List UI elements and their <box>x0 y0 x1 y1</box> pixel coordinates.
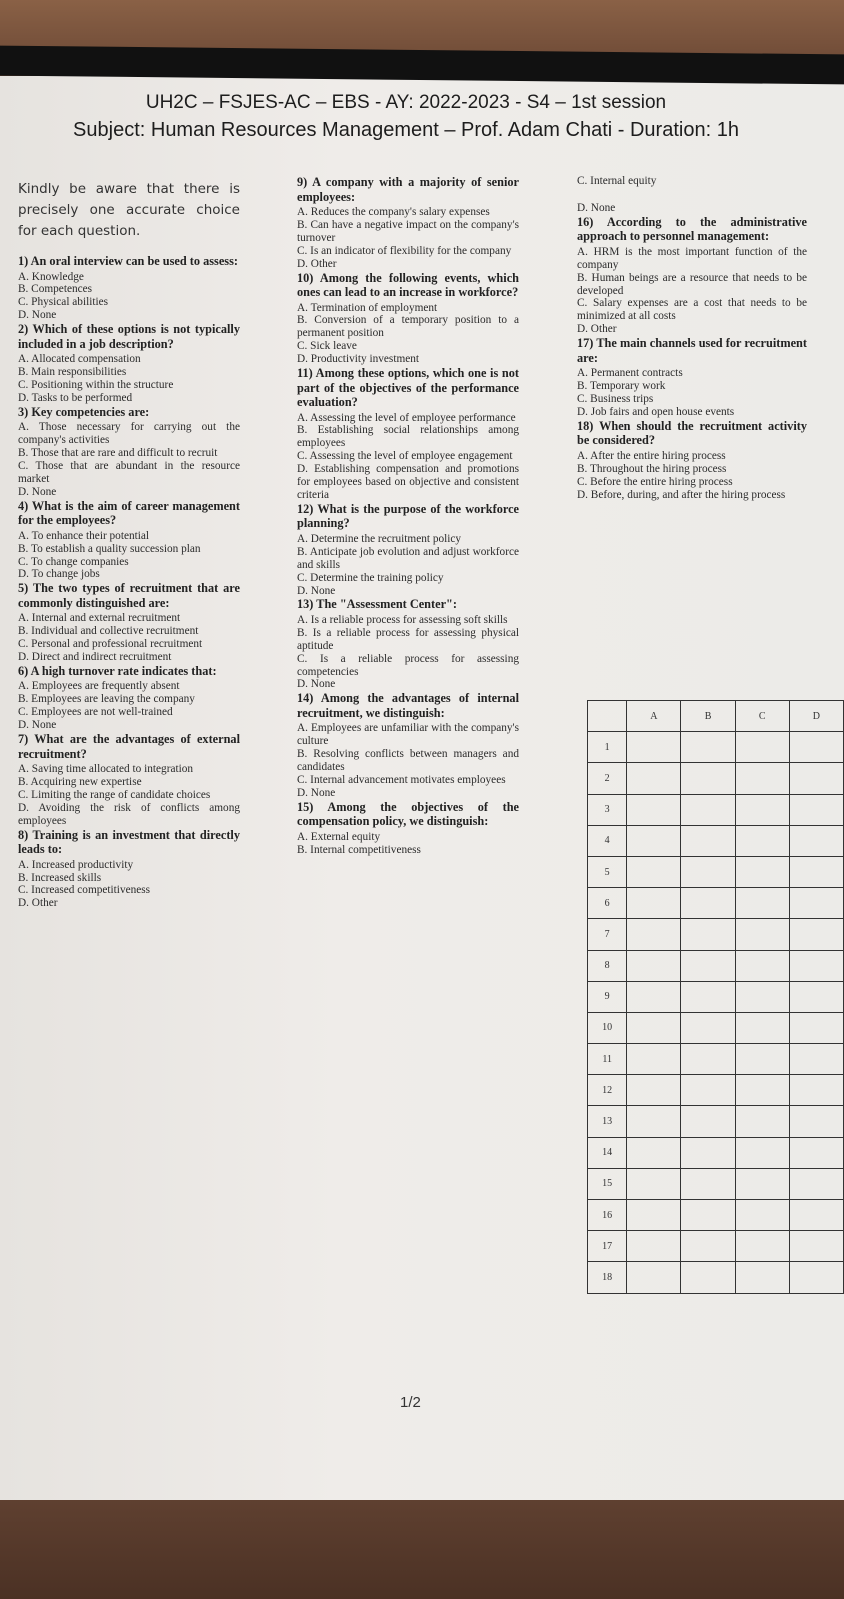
answer-cell[interactable] <box>627 1137 681 1168</box>
question-text: 9) A company with a majority of senior employees: <box>297 175 519 204</box>
answer-option: B. Can have a negative impact on the company's turnover <box>297 218 519 244</box>
answer-option: A. Saving time allocated to integration <box>18 763 194 776</box>
answer-option: C. Internal advancement motivates employees <box>297 774 506 786</box>
answer-cell[interactable] <box>627 1168 681 1199</box>
answer-cell[interactable] <box>735 1012 789 1043</box>
grid-column-header: C <box>735 701 789 732</box>
question-block <box>297 691 519 799</box>
answer-option: C. Before the entire hiring process <box>577 475 733 488</box>
answer-option: B. Main responsibilities <box>18 366 127 379</box>
grid-row-number: 9 <box>588 981 627 1012</box>
answer-cell[interactable] <box>789 1137 843 1168</box>
answer-option: D. None <box>297 678 336 691</box>
answer-cell[interactable] <box>735 1231 789 1262</box>
question-block <box>297 502 519 598</box>
answer-option: D. Job fairs and open house events <box>577 405 735 418</box>
exam-sheet <box>0 76 844 1500</box>
grid-row <box>588 1137 844 1168</box>
question-text: 16) According to the administrative approach to personnel management: <box>577 214 807 244</box>
answer-option: C. Those that are abundant in the resource market <box>18 459 240 485</box>
answer-cell[interactable] <box>789 763 843 794</box>
answer-cell[interactable] <box>789 1200 843 1231</box>
answer-option: C. Personal and professional recruitment <box>18 638 203 651</box>
answer-option: C. To change companies <box>18 555 129 568</box>
answer-cell[interactable] <box>735 856 789 887</box>
answer-option: A. Determine the recruitment policy <box>297 532 462 545</box>
answer-option: D. Productivity investment <box>297 353 420 366</box>
answer-cell[interactable] <box>627 763 681 794</box>
answer-option: D. None <box>297 584 336 597</box>
answer-cell[interactable] <box>681 1168 735 1199</box>
answer-cell[interactable] <box>681 794 735 825</box>
answer-option: B. Employees are leaving the company <box>18 693 195 706</box>
answer-option: A. Employees are unfamiliar with the company's culture <box>297 722 519 748</box>
answer-cell[interactable] <box>735 825 789 856</box>
question-block <box>577 215 807 336</box>
question-text: 3) Key competencies are: <box>18 404 150 419</box>
answer-cell[interactable] <box>735 1168 789 1199</box>
answer-option: C. Sick leave <box>297 340 357 353</box>
answer-option: B. Conversion of a temporary position to a permanent position <box>297 314 519 340</box>
exam-header-subject: Subject: Human Resources Management – Prof. Adam Chati - Duration: 1h <box>73 119 739 141</box>
instructions: Kindly be aware that there is precisely one accurate choice for each question. <box>18 181 240 239</box>
answer-option: C. Internal equity <box>577 175 657 187</box>
answer-option: C. Positioning within the structure <box>18 378 174 391</box>
grid-row-number: 4 <box>588 825 627 856</box>
question-text: 17) The main channels used for recruitment are: <box>577 336 807 365</box>
answer-cell[interactable] <box>735 950 789 981</box>
answer-cell[interactable] <box>627 1200 681 1231</box>
answer-option: C. Salary expenses are a cost that needs to be minimized at all costs <box>577 297 807 323</box>
question-text: 10) Among the following events, which ones can lead to an increase in workforce? <box>297 270 519 300</box>
answer-cell[interactable] <box>789 1262 843 1293</box>
answer-option: D. None <box>18 309 57 322</box>
question-block <box>18 732 240 828</box>
answer-cell[interactable] <box>627 1075 681 1106</box>
grid-row-number: 14 <box>588 1137 627 1168</box>
answer-cell[interactable] <box>681 1137 735 1168</box>
column-3 <box>577 175 807 501</box>
answer-option: B. Individual and collective recruitment <box>18 625 199 638</box>
grid-row <box>588 1044 844 1075</box>
answer-cell[interactable] <box>627 1044 681 1075</box>
answer-cell[interactable] <box>681 825 735 856</box>
grid-row <box>588 919 844 950</box>
grid-row <box>588 950 844 981</box>
answer-cell[interactable] <box>789 794 843 825</box>
answer-option: C. Limiting the range of candidate choices <box>18 788 211 801</box>
grid-row-number: 13 <box>588 1106 627 1137</box>
grid-row <box>588 1231 844 1262</box>
answer-option: D. Establishing compensation and promotions for employees based on objective and consistent criteria <box>297 463 519 501</box>
column-2 <box>297 175 519 857</box>
answer-cell[interactable] <box>627 1262 681 1293</box>
grid-column-header: A <box>627 701 681 732</box>
answer-cell[interactable] <box>681 1231 735 1262</box>
question-block <box>18 828 240 911</box>
answer-cell[interactable] <box>627 1231 681 1262</box>
answer-cell[interactable] <box>681 1106 735 1137</box>
answer-cell[interactable] <box>735 1137 789 1168</box>
answer-option: B. Establishing social relationships among employees <box>297 424 519 450</box>
photo-background-bottom <box>0 1500 844 1599</box>
grid-row-number: 17 <box>588 1231 627 1262</box>
answer-option: C. Is an indicator of flexibility for the company <box>297 244 512 257</box>
grid-row <box>588 1262 844 1293</box>
grid-row <box>588 1200 844 1231</box>
answer-option: B. Temporary work <box>577 380 666 393</box>
answer-cell[interactable] <box>681 732 735 763</box>
answer-cell[interactable] <box>681 950 735 981</box>
grid-row <box>588 763 844 794</box>
answer-option: B. Resolving conflicts between managers and candidates <box>297 748 519 774</box>
question-text: 12) What is the purpose of the workforce planning? <box>297 501 519 531</box>
question-text: 2) Which of these options is not typically included in a job description? <box>18 322 240 351</box>
answer-cell[interactable] <box>627 950 681 981</box>
answer-option: B. Human beings are a resource that needs to be developed <box>577 271 807 297</box>
answer-cell[interactable] <box>789 1231 843 1262</box>
answer-cell[interactable] <box>681 981 735 1012</box>
answer-option: C. Increased competitiveness <box>18 884 151 897</box>
column-spacer <box>577 188 807 202</box>
answer-cell[interactable] <box>789 950 843 981</box>
question-block <box>18 322 240 405</box>
answer-option: D. None <box>18 485 57 498</box>
answer-option: D. None <box>297 786 336 799</box>
answer-cell[interactable] <box>789 1168 843 1199</box>
answer-option: B. To establish a quality succession plan <box>18 542 201 555</box>
answer-option: D. Before, during, and after the hiring process <box>577 488 786 501</box>
answer-cell[interactable] <box>735 1044 789 1075</box>
question-text: 6) A high turnover rate indicates that: <box>18 663 217 678</box>
grid-row <box>588 1106 844 1137</box>
answer-cell[interactable] <box>789 1044 843 1075</box>
answer-option: B. Is a reliable process for assessing physical aptitude <box>297 626 519 652</box>
answer-option: D. None <box>18 719 57 732</box>
answer-option: C. Is a reliable process for assessing competencies <box>297 652 519 678</box>
answer-cell[interactable] <box>789 856 843 887</box>
answer-cell[interactable] <box>681 1262 735 1293</box>
grid-row <box>588 1075 844 1106</box>
grid-column-header: B <box>681 701 735 732</box>
question-text: 13) The "Assessment Center": <box>297 597 457 612</box>
question-block <box>18 499 240 582</box>
answer-cell[interactable] <box>627 888 681 919</box>
answer-option: A. Termination of employment <box>297 301 438 314</box>
answer-cell[interactable] <box>627 1012 681 1043</box>
question-text: 14) Among the advantages of internal recruitment, we distinguish: <box>297 691 519 720</box>
grid-row <box>588 888 844 919</box>
answer-option: C. Determine the training policy <box>297 571 444 584</box>
answer-option: A. External equity <box>297 830 381 843</box>
answer-option: A. HRM is the most important function of the company <box>577 245 807 271</box>
answer-cell[interactable] <box>735 1262 789 1293</box>
answer-cell[interactable] <box>789 825 843 856</box>
grid-corner <box>588 701 627 732</box>
question-block <box>297 800 519 857</box>
answer-cell[interactable] <box>681 856 735 887</box>
grid-row-number: 10 <box>588 1012 627 1043</box>
answer-cell[interactable] <box>681 1075 735 1106</box>
question-block <box>577 336 807 419</box>
grid-row-number: 8 <box>588 950 627 981</box>
answer-option: A. Internal and external recruitment <box>18 612 181 625</box>
answer-option: B. Competences <box>18 283 93 296</box>
question-block <box>18 405 240 499</box>
answer-cell[interactable] <box>735 1075 789 1106</box>
question-text: 18) When should the recruitment activity be considered? <box>577 418 807 448</box>
grid-row-number: 6 <box>588 888 627 919</box>
grid-row-number: 2 <box>588 763 627 794</box>
grid-row-number: 18 <box>588 1262 627 1293</box>
answer-cell[interactable] <box>681 1044 735 1075</box>
answer-option: C. Assessing the level of employee engagement <box>297 450 513 463</box>
answer-grid <box>587 700 844 1294</box>
answer-option: A. Permanent contracts <box>577 367 683 380</box>
answer-option: B. Increased skills <box>18 871 102 884</box>
answer-option: D. Other <box>18 897 58 910</box>
answer-option: B. Those that are rare and difficult to recruit <box>18 447 218 460</box>
answer-cell[interactable] <box>789 732 843 763</box>
answer-option: A. Allocated compensation <box>18 353 141 366</box>
answer-option: C. Physical abilities <box>18 296 109 309</box>
question-text: 11) Among these options, which one is not part of the objectives of the performance evaluation? <box>297 366 519 410</box>
answer-cell[interactable] <box>681 1200 735 1231</box>
grid-row-number: 3 <box>588 794 627 825</box>
page-number: 1/2 <box>400 1394 421 1411</box>
answer-option: D. Other <box>297 257 337 270</box>
grid-row <box>588 1168 844 1199</box>
answer-cell[interactable] <box>627 1106 681 1137</box>
answer-option: D. Avoiding the risk of conflicts among employees <box>18 801 240 827</box>
question-block <box>18 254 240 322</box>
grid-row <box>588 981 844 1012</box>
answer-option: D. Tasks to be performed <box>18 391 133 404</box>
answer-option: A. Increased productivity <box>18 858 134 871</box>
grid-row-number: 1 <box>588 732 627 763</box>
exam-header-line1: UH2C – FSJES-AC – EBS - AY: 2022-2023 - S4 – 1st session <box>145 92 667 113</box>
answer-cell[interactable] <box>735 763 789 794</box>
question-text: 8) Training is an investment that directly leads to: <box>18 827 240 857</box>
answer-option: B. Throughout the hiring process <box>577 462 727 475</box>
grid-row-number: 12 <box>588 1075 627 1106</box>
answer-option: D. None <box>577 201 616 214</box>
grid-row <box>588 825 844 856</box>
grid-row-number: 11 <box>588 1044 627 1075</box>
answer-cell[interactable] <box>735 981 789 1012</box>
answer-option: B. Internal competitiveness <box>297 843 421 856</box>
column-1 <box>18 179 240 910</box>
answer-cell[interactable] <box>735 732 789 763</box>
question-text: 15) Among the objectives of the compensation policy, we distinguish: <box>297 799 519 829</box>
answer-cell[interactable] <box>681 888 735 919</box>
answer-cell[interactable] <box>681 1012 735 1043</box>
answer-option: D. Direct and indirect recruitment <box>18 651 172 664</box>
answer-option: C. Business trips <box>577 392 654 405</box>
question-text: 1) An oral interview can be used to assess: <box>18 254 238 268</box>
grid-row-number: 15 <box>588 1168 627 1199</box>
grid-row-number: 5 <box>588 856 627 887</box>
answer-option: A. To enhance their potential <box>18 529 150 542</box>
answer-cell[interactable] <box>789 1075 843 1106</box>
question-block <box>297 175 519 271</box>
question-text: 4) What is the aim of career management for the employees? <box>18 498 240 528</box>
question-text: 7) What are the advantages of external recruitment? <box>18 732 240 761</box>
answer-cell[interactable] <box>789 981 843 1012</box>
grid-row-number: 16 <box>588 1200 627 1231</box>
grid-row <box>588 732 844 763</box>
answer-option: D. Other <box>577 323 617 336</box>
grid-row <box>588 856 844 887</box>
answer-option: A. Those necessary for carrying out the company's activities <box>18 421 240 447</box>
answer-cell[interactable] <box>627 919 681 950</box>
answer-cell[interactable] <box>627 794 681 825</box>
answer-cell[interactable] <box>789 919 843 950</box>
answer-cell[interactable] <box>681 919 735 950</box>
answer-option: A. After the entire hiring process <box>577 449 726 462</box>
answer-cell[interactable] <box>735 1106 789 1137</box>
answer-option: A. Employees are frequently absent <box>18 680 180 693</box>
answer-cell[interactable] <box>735 1200 789 1231</box>
answer-option: A. Is a reliable process for assessing soft skills <box>297 613 508 626</box>
answer-option: D. To change jobs <box>18 568 100 581</box>
answer-cell[interactable] <box>681 763 735 794</box>
grid-row <box>588 1012 844 1043</box>
question-block <box>577 419 807 502</box>
grid-column-header: D <box>789 701 843 732</box>
question-block <box>18 581 240 664</box>
answer-cell[interactable] <box>789 1012 843 1043</box>
answer-option: A. Assessing the level of employee performance <box>297 411 516 424</box>
answer-option: B. Anticipate job evolution and adjust workforce and skills <box>297 545 519 571</box>
answer-cell[interactable] <box>627 981 681 1012</box>
question-block <box>18 664 240 732</box>
question-block <box>297 597 519 691</box>
answer-option: A. Knowledge <box>18 270 84 283</box>
answer-cell[interactable] <box>735 919 789 950</box>
answer-cell[interactable] <box>627 825 681 856</box>
answer-option: A. Reduces the company's salary expenses <box>297 206 490 218</box>
answer-cell[interactable] <box>735 888 789 919</box>
answer-cell[interactable] <box>735 794 789 825</box>
answer-option: B. Acquiring new expertise <box>18 775 142 788</box>
question-block <box>297 271 519 367</box>
grid-row-number: 7 <box>588 919 627 950</box>
question-block <box>297 366 519 502</box>
grid-row <box>588 794 844 825</box>
answer-cell[interactable] <box>789 888 843 919</box>
answer-cell[interactable] <box>789 1106 843 1137</box>
answer-cell[interactable] <box>627 856 681 887</box>
question-text: 5) The two types of recruitment that are commonly distinguished are: <box>18 581 240 610</box>
answer-option: C. Employees are not well-trained <box>18 706 173 719</box>
answer-cell[interactable] <box>627 732 681 763</box>
